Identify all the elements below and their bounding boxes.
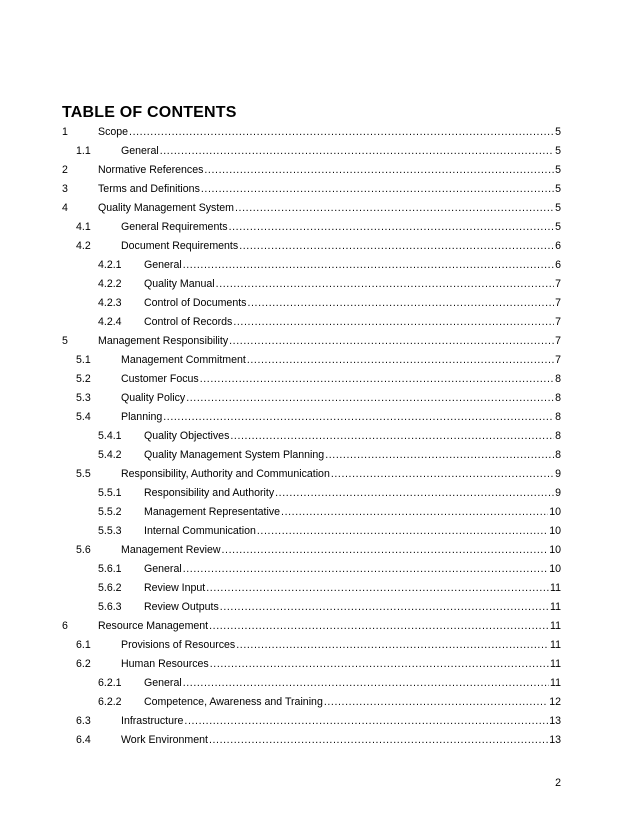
toc-entry[interactable]	[62, 161, 561, 180]
dot-leader	[325, 446, 554, 465]
dot-leader	[324, 693, 548, 712]
toc-entry-number: 1	[62, 126, 68, 138]
toc-entry-label: Control of Documents	[144, 294, 247, 313]
toc-entry-label: Review Outputs	[144, 598, 220, 617]
dot-leader	[236, 636, 549, 655]
toc-entry-number: 6.3	[76, 715, 91, 727]
toc-entry-page: 8	[555, 373, 561, 385]
toc-entry-label: Review Input	[144, 579, 206, 598]
toc-entry-page: 8	[555, 430, 561, 442]
toc-entry-page: 12	[549, 696, 561, 708]
toc-entry-line	[144, 427, 561, 446]
toc-entry[interactable]	[62, 541, 561, 560]
toc-entry-number: 6	[62, 620, 68, 632]
toc-entry-line	[144, 560, 561, 579]
toc-entry-line	[121, 389, 561, 408]
dot-leader	[163, 408, 554, 427]
toc-entry[interactable]	[62, 142, 561, 161]
toc-entry-label: Quality Management System Planning	[144, 446, 325, 465]
toc-title: TABLE OF CONTENTS	[62, 104, 237, 121]
toc-entry[interactable]	[62, 560, 561, 579]
toc-entry-number: 6.4	[76, 734, 91, 746]
toc-entry-label: Human Resources	[121, 655, 210, 674]
toc-entry-line	[121, 351, 561, 370]
toc-entry-label: Resource Management	[98, 617, 209, 636]
dot-leader	[220, 598, 549, 617]
toc-entry[interactable]	[62, 275, 561, 294]
toc-entry-label: Management Review	[121, 541, 222, 560]
toc-entry-label: Normative References	[98, 161, 204, 180]
toc-entry-label: Responsibility, Authority and Communication	[121, 465, 331, 484]
toc-entry-label: Quality Management System	[98, 199, 235, 218]
dot-leader	[129, 123, 554, 142]
toc-entry-page: 8	[555, 449, 561, 461]
dot-leader	[183, 674, 549, 693]
toc-entry-page: 5	[555, 202, 561, 214]
toc-entry-number: 6.2.2	[98, 696, 122, 708]
toc-entry[interactable]	[62, 465, 561, 484]
toc-entry-label: Responsibility and Authority	[144, 484, 275, 503]
toc-entry-number: 4.2.1	[98, 259, 122, 271]
dot-leader	[204, 161, 554, 180]
dot-leader	[222, 541, 549, 560]
toc-entry-number: 5.6	[76, 544, 91, 556]
toc-entry-label: Management Responsibility	[98, 332, 229, 351]
toc-entry-page: 7	[555, 278, 561, 290]
toc-entry-number: 5	[62, 335, 68, 347]
toc-entry-page: 10	[549, 563, 561, 575]
toc-entry-line	[98, 332, 561, 351]
toc-entry-label: General	[144, 256, 183, 275]
toc-entry-label: Control of Records	[144, 313, 233, 332]
dot-leader	[183, 256, 554, 275]
dot-leader	[216, 275, 554, 294]
toc-entry-number: 5.6.1	[98, 563, 122, 575]
toc-entry-page: 5	[555, 221, 561, 233]
toc-entry-number: 5.4.1	[98, 430, 122, 442]
toc-entry-line	[144, 522, 561, 541]
toc-entry-label: Quality Objectives	[144, 427, 230, 446]
dot-leader	[229, 218, 555, 237]
toc-entry[interactable]	[62, 446, 561, 465]
toc-entry[interactable]	[62, 693, 561, 712]
toc-entry-line	[144, 693, 561, 712]
toc-entry-page: 8	[555, 411, 561, 423]
toc-entry-number: 4	[62, 202, 68, 214]
toc-list	[62, 123, 561, 750]
toc-entry-page: 5	[555, 164, 561, 176]
toc-entry[interactable]	[62, 636, 561, 655]
dot-leader	[233, 313, 554, 332]
toc-entry-page: 5	[555, 183, 561, 195]
toc-entry[interactable]	[62, 180, 561, 199]
toc-entry-line	[98, 617, 561, 636]
toc-entry[interactable]	[62, 351, 561, 370]
toc-entry-label: Competence, Awareness and Training	[144, 693, 324, 712]
toc-entry-label: Planning	[121, 408, 163, 427]
toc-entry[interactable]	[62, 408, 561, 427]
toc-entry[interactable]	[62, 370, 561, 389]
toc-entry-label: Customer Focus	[121, 370, 200, 389]
dot-leader	[206, 579, 549, 598]
toc-entry-line	[144, 674, 561, 693]
toc-entry[interactable]	[62, 579, 561, 598]
toc-entry-label: Management Commitment	[121, 351, 247, 370]
toc-entry[interactable]	[62, 294, 561, 313]
toc-entry-number: 4.1	[76, 221, 91, 233]
dot-leader	[239, 237, 554, 256]
dot-leader	[257, 522, 548, 541]
toc-entry-page: 6	[555, 259, 561, 271]
toc-entry-page: 11	[550, 677, 561, 689]
toc-entry-page: 9	[555, 487, 561, 499]
toc-entry-number: 6.2.1	[98, 677, 122, 689]
toc-entry-line	[144, 446, 561, 465]
dot-leader	[210, 655, 549, 674]
toc-entry-label: Provisions of Resources	[121, 636, 236, 655]
toc-entry-number: 5.5.2	[98, 506, 122, 518]
toc-entry-label: General	[121, 142, 160, 161]
dot-leader	[281, 503, 548, 522]
toc-entry-number: 5.3	[76, 392, 91, 404]
toc-entry-page: 13	[549, 715, 561, 727]
toc-entry-number: 3	[62, 183, 68, 195]
toc-entry[interactable]	[62, 522, 561, 541]
toc-entry-label: Scope	[98, 123, 129, 142]
toc-entry[interactable]	[62, 674, 561, 693]
toc-entry[interactable]	[62, 655, 561, 674]
toc-entry-line	[121, 237, 561, 256]
toc-entry-number: 4.2.4	[98, 316, 122, 328]
toc-entry-label: Internal Communication	[144, 522, 257, 541]
dot-leader	[247, 294, 554, 313]
toc-entry[interactable]	[62, 237, 561, 256]
toc-entry-label: Work Environment	[121, 731, 209, 750]
toc-entry-line	[121, 655, 561, 674]
toc-entry-page: 9	[555, 468, 561, 480]
toc-entry[interactable]	[62, 313, 561, 332]
toc-entry-page: 7	[555, 354, 561, 366]
page-number: 2	[555, 777, 561, 789]
toc-entry[interactable]	[62, 123, 561, 142]
toc-entry-number: 6.2	[76, 658, 91, 670]
dot-leader	[275, 484, 554, 503]
toc-entry[interactable]	[62, 731, 561, 750]
toc-entry-line	[121, 218, 561, 237]
toc-entry[interactable]	[62, 503, 561, 522]
toc-entry-line	[144, 484, 561, 503]
toc-entry-page: 10	[549, 544, 561, 556]
toc-entry[interactable]	[62, 617, 561, 636]
toc-entry-line	[144, 579, 561, 598]
dot-leader	[200, 370, 554, 389]
toc-entry-page: 11	[550, 658, 561, 670]
toc-entry-page: 7	[555, 297, 561, 309]
toc-entry-page: 5	[555, 126, 561, 138]
dot-leader	[209, 731, 548, 750]
toc-entry-page: 6	[555, 240, 561, 252]
dot-leader	[229, 332, 554, 351]
toc-entry[interactable]	[62, 332, 561, 351]
toc-entry-line	[98, 180, 561, 199]
toc-entry-label: Management Representative	[144, 503, 281, 522]
dot-leader	[201, 180, 554, 199]
dot-leader	[331, 465, 554, 484]
dot-leader	[183, 560, 549, 579]
toc-entry[interactable]	[62, 484, 561, 503]
toc-entry-line	[144, 256, 561, 275]
toc-entry-number: 5.5.3	[98, 525, 122, 537]
toc-entry-page: 10	[549, 506, 561, 518]
toc-entry-page: 11	[550, 620, 561, 632]
dot-leader	[230, 427, 554, 446]
toc-entry-line	[144, 275, 561, 294]
toc-entry-number: 4.2.3	[98, 297, 122, 309]
toc-entry[interactable]	[62, 199, 561, 218]
toc-entry-line	[121, 731, 561, 750]
toc-entry-number: 5.5	[76, 468, 91, 480]
toc-entry-page: 8	[555, 392, 561, 404]
toc-entry-page: 5	[555, 145, 561, 157]
toc-entry-number: 5.4	[76, 411, 91, 423]
toc-entry-number: 5.6.2	[98, 582, 122, 594]
toc-entry[interactable]	[62, 218, 561, 237]
toc-entry-number: 5.2	[76, 373, 91, 385]
toc-entry-page: 11	[550, 582, 561, 594]
dot-leader	[209, 617, 549, 636]
toc-entry-page: 10	[549, 525, 561, 537]
toc-entry[interactable]	[62, 598, 561, 617]
toc-entry-line	[98, 161, 561, 180]
dot-leader	[184, 712, 548, 731]
toc-entry-line	[121, 142, 561, 161]
toc-entry-number: 2	[62, 164, 68, 176]
toc-entry-label: Document Requirements	[121, 237, 239, 256]
toc-entry-page: 11	[550, 639, 561, 651]
toc-entry[interactable]	[62, 712, 561, 731]
toc-entry-line	[144, 598, 561, 617]
toc-entry-label: General Requirements	[121, 218, 229, 237]
toc-entry-line	[144, 294, 561, 313]
toc-entry[interactable]	[62, 256, 561, 275]
toc-entry-number: 4.2	[76, 240, 91, 252]
dot-leader	[160, 142, 554, 161]
toc-entry-line	[121, 636, 561, 655]
toc-entry-page: 7	[555, 335, 561, 347]
toc-entry-number: 5.1	[76, 354, 91, 366]
toc-entry-page: 7	[555, 316, 561, 328]
dot-leader	[235, 199, 554, 218]
toc-entry-page: 13	[549, 734, 561, 746]
toc-entry-label: General	[144, 674, 183, 693]
toc-entry-number: 5.4.2	[98, 449, 122, 461]
toc-entry-line	[121, 370, 561, 389]
toc-entry-line	[98, 123, 561, 142]
toc-entry-number: 1.1	[76, 145, 91, 157]
toc-entry-line	[98, 199, 561, 218]
toc-entry[interactable]	[62, 427, 561, 446]
toc-entry-line	[144, 503, 561, 522]
toc-entry-label: Infrastructure	[121, 712, 184, 731]
toc-entry-number: 5.6.3	[98, 601, 122, 613]
toc-entry-page: 11	[550, 601, 561, 613]
toc-entry-line	[121, 541, 561, 560]
toc-entry-label: Quality Manual	[144, 275, 216, 294]
toc-entry-line	[121, 408, 561, 427]
toc-entry-label: General	[144, 560, 183, 579]
toc-entry-number: 6.1	[76, 639, 91, 651]
toc-entry-number: 5.5.1	[98, 487, 122, 499]
dot-leader	[186, 389, 554, 408]
toc-entry-line	[121, 465, 561, 484]
toc-entry-label: Quality Policy	[121, 389, 186, 408]
toc-entry-line	[144, 313, 561, 332]
toc-entry-label: Terms and Definitions	[98, 180, 201, 199]
toc-entry-line	[121, 712, 561, 731]
toc-entry-number: 4.2.2	[98, 278, 122, 290]
toc-entry[interactable]	[62, 389, 561, 408]
dot-leader	[247, 351, 554, 370]
